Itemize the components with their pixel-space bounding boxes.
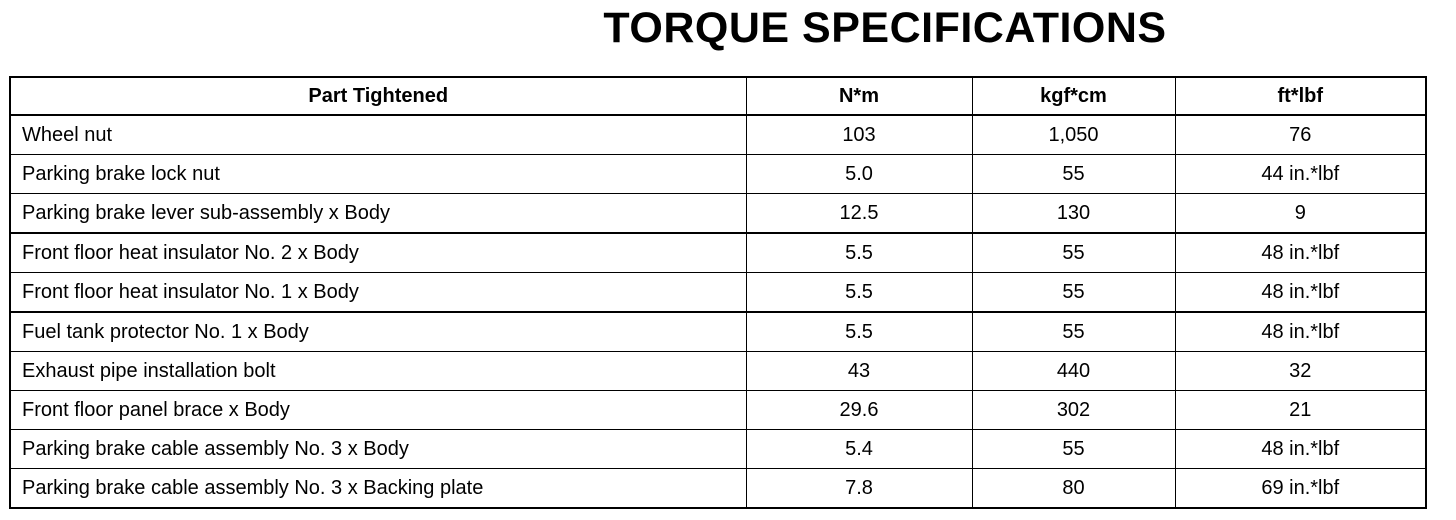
table-row [10, 115, 1426, 155]
ftlbf-cell: 9 [1175, 194, 1426, 234]
kgfcm-cell: 55 [972, 273, 1175, 313]
ftlbf-cell: 44 in.*lbf [1175, 155, 1426, 194]
part-cell: Front floor panel brace x Body [10, 391, 746, 430]
part-cell: Parking brake lock nut [10, 155, 746, 194]
ftlbf-cell: 32 [1175, 352, 1426, 391]
table-row [10, 155, 1426, 194]
header-part-tightened: Part Tightened [10, 77, 746, 115]
nm-cell: 5.5 [746, 312, 972, 352]
part-cell: Parking brake lever sub-assembly x Body [10, 194, 746, 234]
ftlbf-cell: 69 in.*lbf [1175, 469, 1426, 509]
table-row [10, 273, 1426, 313]
ftlbf-cell: 48 in.*lbf [1175, 312, 1426, 352]
part-cell: Wheel nut [10, 115, 746, 155]
part-cell: Parking brake cable assembly No. 3 x Backing plate [10, 469, 746, 509]
table-row [10, 233, 1426, 273]
nm-cell: 5.0 [746, 155, 972, 194]
torque-spec-table [9, 76, 1427, 509]
part-cell: Fuel tank protector No. 1 x Body [10, 312, 746, 352]
nm-cell: 12.5 [746, 194, 972, 234]
part-cell: Front floor heat insulator No. 2 x Body [10, 233, 746, 273]
nm-cell: 29.6 [746, 391, 972, 430]
table-row [10, 391, 1426, 430]
page-title: TORQUE SPECIFICATIONS [603, 4, 1167, 52]
table-row [10, 352, 1426, 391]
kgfcm-cell: 55 [972, 233, 1175, 273]
kgfcm-cell: 55 [972, 312, 1175, 352]
nm-cell: 5.5 [746, 273, 972, 313]
kgfcm-cell: 302 [972, 391, 1175, 430]
kgfcm-cell: 80 [972, 469, 1175, 509]
ftlbf-cell: 21 [1175, 391, 1426, 430]
kgfcm-cell: 55 [972, 155, 1175, 194]
nm-cell: 43 [746, 352, 972, 391]
part-cell: Front floor heat insulator No. 1 x Body [10, 273, 746, 313]
header-ftlbf: ft*lbf [1175, 77, 1426, 115]
nm-cell: 5.5 [746, 233, 972, 273]
table-header-row [10, 77, 1426, 115]
table-row [10, 194, 1426, 234]
nm-cell: 7.8 [746, 469, 972, 509]
ftlbf-cell: 48 in.*lbf [1175, 273, 1426, 313]
header-nm: N*m [746, 77, 972, 115]
part-cell: Parking brake cable assembly No. 3 x Body [10, 430, 746, 469]
nm-cell: 103 [746, 115, 972, 155]
table-row [10, 469, 1426, 509]
ftlbf-cell: 76 [1175, 115, 1426, 155]
table-row [10, 312, 1426, 352]
part-cell: Exhaust pipe installation bolt [10, 352, 746, 391]
ftlbf-cell: 48 in.*lbf [1175, 233, 1426, 273]
ftlbf-cell: 48 in.*lbf [1175, 430, 1426, 469]
kgfcm-cell: 440 [972, 352, 1175, 391]
kgfcm-cell: 1,050 [972, 115, 1175, 155]
nm-cell: 5.4 [746, 430, 972, 469]
table-row [10, 430, 1426, 469]
kgfcm-cell: 130 [972, 194, 1175, 234]
kgfcm-cell: 55 [972, 430, 1175, 469]
header-kgfcm: kgf*cm [972, 77, 1175, 115]
